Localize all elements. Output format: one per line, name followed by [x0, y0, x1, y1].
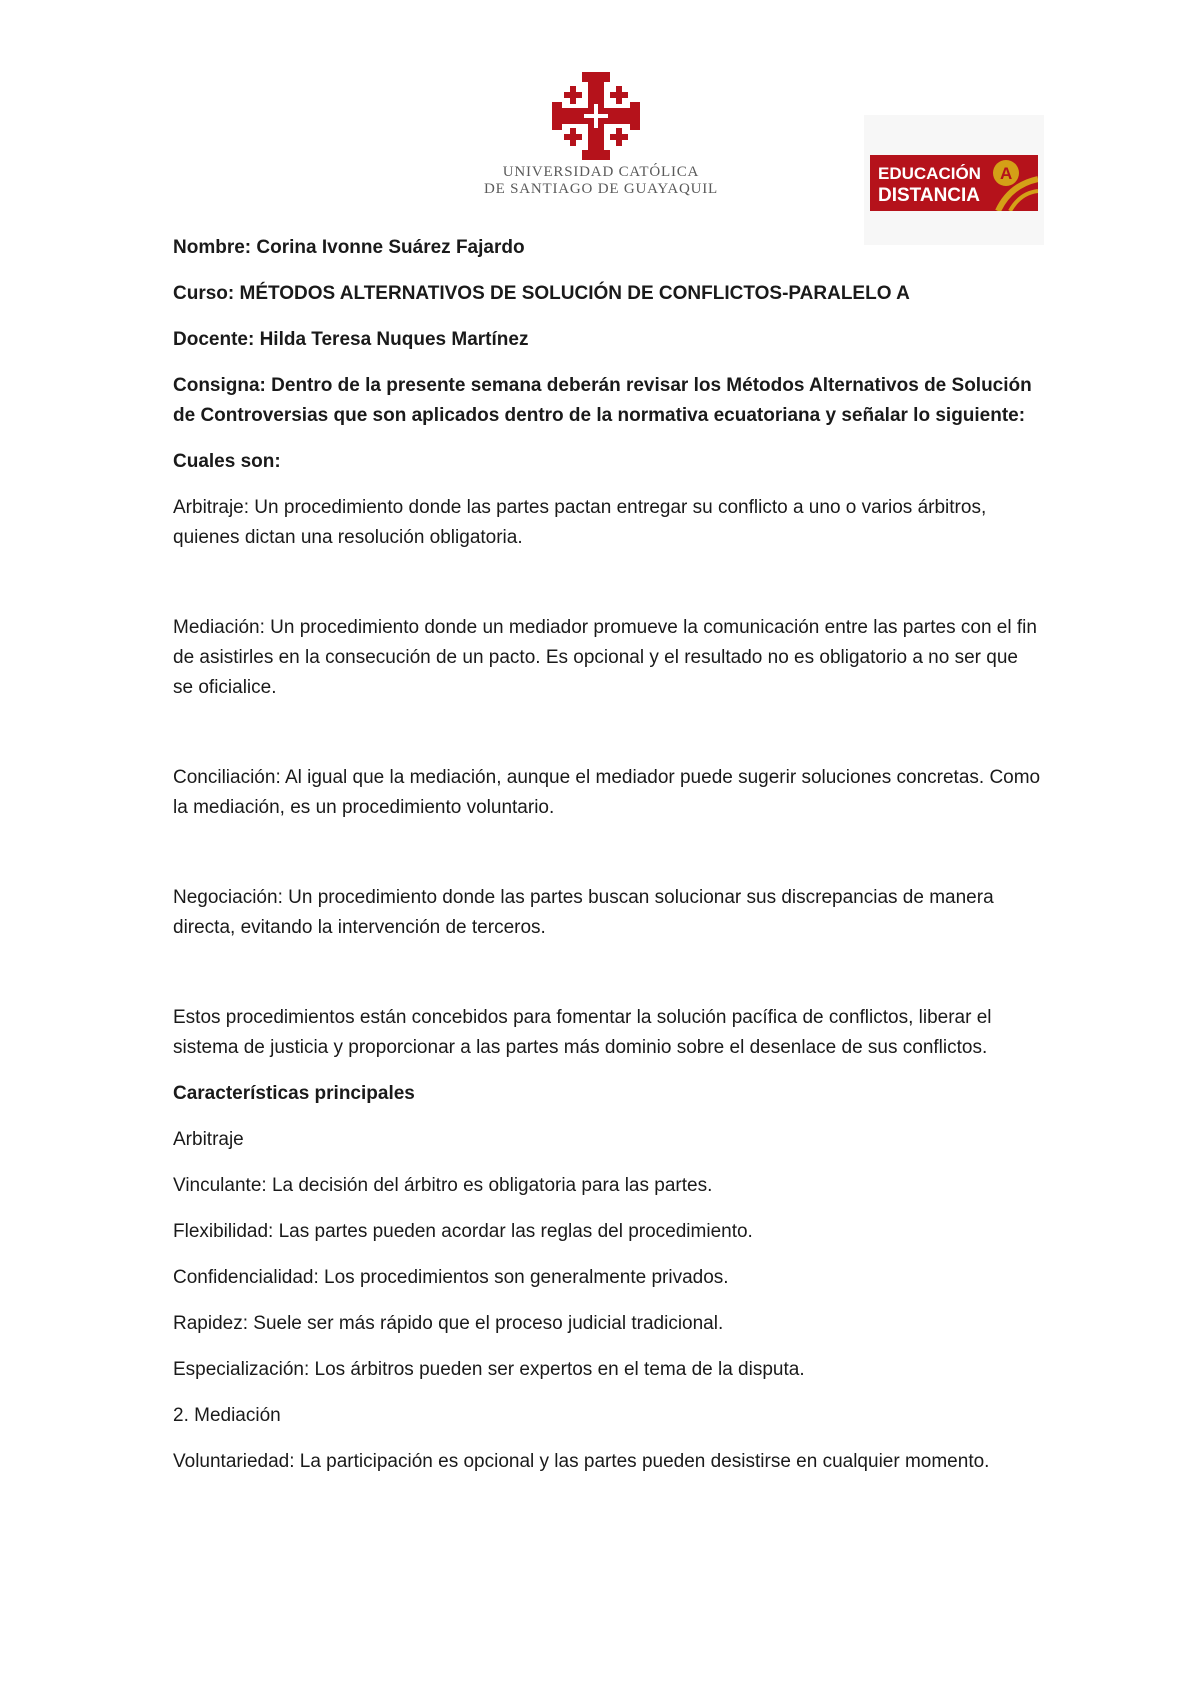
- ucsg-logo: [456, 68, 746, 203]
- arbitraje-subheading: Arbitraje: [173, 1129, 244, 1150]
- cross-icon: [548, 68, 644, 164]
- teacher-name: Docente: Hilda Teresa Nuques Martínez: [173, 329, 529, 350]
- ed-line-1: EDUCACIÓN: [878, 164, 981, 183]
- list-item-especializacion: Especialización: Los árbitros pueden ser expertos en el tema de la disputa.: [173, 1359, 805, 1380]
- educacion-distancia-logo: [864, 115, 1044, 245]
- list-item-voluntariedad: Voluntariedad: La participación es opcional y las partes pueden desistirse en cualquier momento.: [173, 1451, 990, 1472]
- summary-paragraph: Estos procedimientos están concebidos para fomentar la solución pacífica de conflictos, liberar el sistema de justicia y proporcionar a las partes más dominio sobre el desenlace de sus conflictos.: [173, 1007, 992, 1058]
- definition-arbitraje: Arbitraje: Un procedimiento donde las partes pactan entregar su conflicto a uno o varios árbitros, quienes dictan una resolución obligatoria.: [173, 497, 987, 548]
- list-item-vinculante: Vinculante: La decisión del árbitro es obligatoria para las partes.: [173, 1175, 713, 1196]
- ucsg-line-1: UNIVERSIDAD CATÓLICA: [502, 164, 700, 180]
- document-body: [173, 233, 1043, 1493]
- definition-mediacion: Mediación: Un procedimiento donde un mediador promueve la comunicación entre las partes con el fin de asistirles en la consecución de un pacto. Es opcional y el resultado no es obligatorio a no ser que se oficialice.: [173, 617, 1037, 698]
- assignment-prompt: Consigna: Dentro de la presente semana deberán revisar los Métodos Alternativos de Solución de Controversias que son aplicados dentro de la normativa ecuatoriana y señalar lo siguiente:: [173, 375, 1032, 426]
- definition-conciliacion: Conciliación: Al igual que la mediación, aunque el mediador puede sugerir soluciones concretas. Como la mediación, es un procedimiento voluntario.: [173, 767, 1041, 818]
- ed-badge-letter: A: [1000, 164, 1013, 183]
- ucsg-line-2: DE SANTIAGO DE GUAYAQUIL: [483, 181, 719, 197]
- list-item-rapidez: Rapidez: Suele ser más rápido que el proceso judicial tradicional.: [173, 1313, 724, 1334]
- ucsg-wordmark: [456, 164, 746, 198]
- course-name: Curso: MÉTODOS ALTERNATIVOS DE SOLUCIÓN DE CONFLICTOS-PARALELO A: [173, 283, 910, 304]
- characteristics-heading: Características principales: [173, 1083, 415, 1104]
- definition-negociacion: Negociación: Un procedimiento donde las partes buscan solucionar sus discrepancias de manera directa, evitando la intervención de terceros.: [173, 887, 994, 938]
- ed-line-2: DISTANCIA: [878, 185, 981, 206]
- educacion-distancia-emblem: [870, 155, 1038, 211]
- list-item-confidencialidad: Confidencialidad: Los procedimientos son generalmente privados.: [173, 1267, 729, 1288]
- mediacion-subheading: 2. Mediación: [173, 1405, 281, 1426]
- list-item-flexibilidad: Flexibilidad: Las partes pueden acordar las reglas del procedimiento.: [173, 1221, 753, 1242]
- section-question: Cuales son:: [173, 451, 281, 472]
- student-name: Nombre: Corina Ivonne Suárez Fajardo: [173, 237, 525, 258]
